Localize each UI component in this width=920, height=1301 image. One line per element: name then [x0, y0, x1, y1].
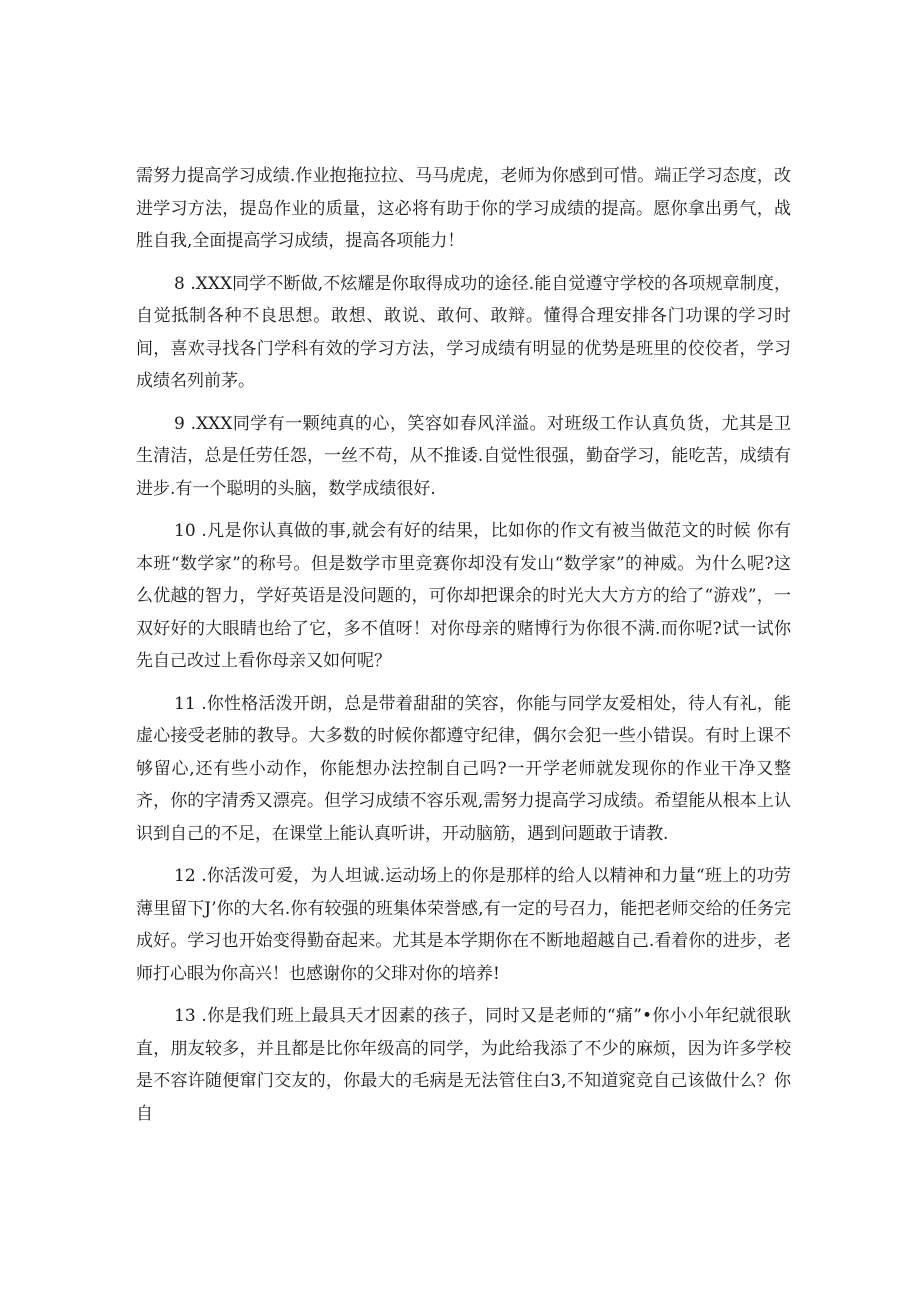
paragraph-item-8: 8 .XXX同学不断做,不炫耀是你取得成功的途径.能自觉遵守学校的各项规章制度，自觉抵制各种不良思想。敢想、敢说、敢何、敢辩。懂得合理安排各门功课的学习时间，喜欢寻找各门学科有效的学习方法，学习成绩有明显的优势是班里的佼佼者，学习成绩名列前茅。: [136, 273, 791, 391]
paragraph-item-12: 12 .你活泼可爱，为人坦诚.运动场上的你是那样的给人以精神和力量“班上的功劳薄里留下J’你的大名.你有较强的班集体荣誉感,有一定的号召力，能把老师交给的任务完成好。学习也开始变得勤奋起来。尤其是本学期你在不断地超越自己.看着你的进步，老师打心眼为你高兴！也感谢你的父琲对你的培养!: [136, 866, 791, 984]
document-body: [136, 160, 791, 1140]
paragraph-continuation: 需努力提高学习成绩.作业抱拖拉拉、马马虎虎，老师为你感到可惜。端正学习态度，改进学习方法，提岛作业的质量，这必将有助于你的学习成绩的提高。愿你拿出勇气，战胜自我,全面提高学习成绩，提高各项能力！: [136, 166, 791, 251]
paragraph-item-11: 11 .你性格活泼开朗，总是带着甜甜的笑容，你能与同学友爱相处，待人有礼，能虚心接受老肺的教导。大多数的时候你都遵守纪律，偶尔会犯一些小错误。有时上课不够留心,还有些小动作，你能想办法控制自己吗?一开学老师就发现你的作业干净又整齐，你的字清秀又漂亮。但学习成绩不容乐观,需努力提高学习成绩。希望能从根本上认识到自己的不足，在课堂上能认真听讲，开动脑筋，遇到问题敢于请教.: [136, 693, 791, 844]
paragraph-item-9: 9 .XXX同学有一颗纯真的心，笑容如春风洋溢。对班级工作认真负货，尤其是卫生清洁，总是任劳任怨，一丝不苟，从不推诿.自觉性很强，勤奋学习，能吃苦，成绩有进步.有一个聪明的头脑，数学成绩很好.: [136, 413, 791, 499]
paragraph-item-13: 13 .你是我们班上最具天才因素的孩子，同时又是老师的“痛”•你小小年纪就很耿直，朋友较多，并且都是比你年级高的同学，为此给我添了不少的麻烦，因为许多学校是不容许随便窜门交友的，你最大的毛病是无法管住白3,不知道窕竞自己该做什么？你自: [136, 1006, 791, 1124]
paragraph-item-10: 10 .凡是你认真做的事,就会有好的结果，比如你的作文有被当做范文的时候 你有本班“数学家”的称号。但是数学市里竞赛你却没有发山“数学家”的神威。为什么呢?这么优越的智力，学好英语是没问题的，可你却把课余的时光大大方方的给了“游戏”，一双好好的大眼睛也给了它，多不值呀！对你母亲的赌博行为你很不满.而你呢?试一试你先自己改过上看你母亲又如何呢？: [136, 521, 791, 671]
